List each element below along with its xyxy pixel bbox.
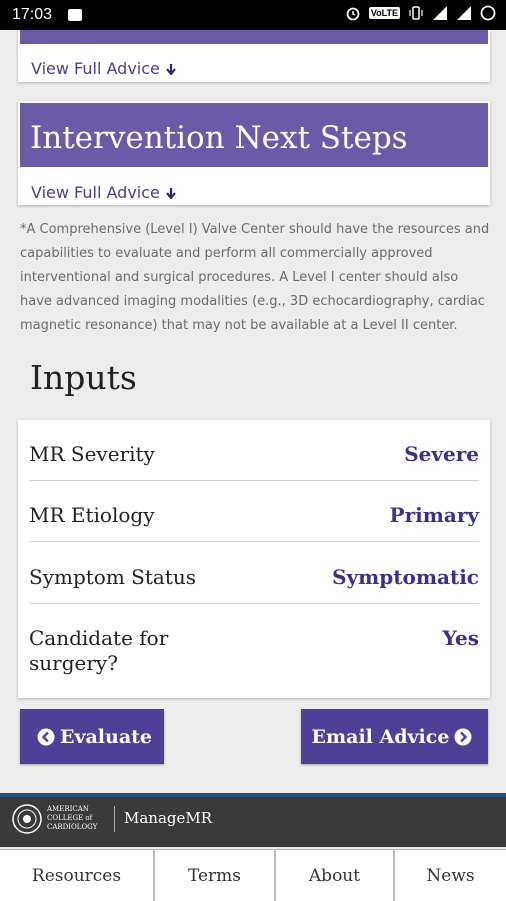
inputs-card	[18, 420, 490, 698]
status-icons	[345, 5, 496, 21]
email-advice-button[interactable]: Email Advice	[301, 709, 488, 764]
battery-icon	[480, 5, 496, 21]
arrow-down-icon	[166, 64, 176, 75]
tab-news[interactable]: News	[426, 865, 475, 886]
arrow-down-icon	[166, 188, 176, 199]
signal-icon	[432, 5, 448, 21]
alarm-icon	[345, 5, 361, 21]
inputs-heading: Inputs	[30, 358, 137, 397]
input-value: Severe	[404, 442, 479, 466]
input-label: MR Severity	[29, 442, 155, 466]
arrow-left-circle-icon	[37, 728, 55, 746]
tab-resources[interactable]: Resources	[0, 850, 155, 901]
tab-terms[interactable]: Terms	[155, 850, 276, 901]
signal-2-icon	[456, 5, 472, 21]
tab-about[interactable]: About	[276, 850, 395, 901]
view-full-advice-link-1[interactable]: View Full Advice	[31, 59, 176, 78]
bottom-nav	[0, 849, 506, 901]
acc-seal-logo	[12, 804, 42, 834]
input-row-mr-etiology	[29, 495, 479, 542]
image-notification-icon	[68, 9, 82, 21]
input-label: MR Etiology	[29, 503, 155, 527]
arrow-right-circle-icon	[454, 728, 472, 746]
input-value: Primary	[389, 503, 479, 527]
input-row-candidate-surgery	[29, 618, 479, 684]
valve-center-note: *A Comprehensive (Level I) Valve Center should have the resources and capabilities to evaluate and perform all commercially approved interventional and surgical procedures. A Level I center should also have advanced imaging modalities (e.g., 3D echocardiography, cardiac magnetic resonance) that may not be available at a Level II center.	[20, 222, 490, 333]
status-bar	[0, 0, 506, 30]
input-row-symptom-status	[29, 557, 479, 604]
footer-divider	[114, 806, 115, 832]
input-label: Candidate for surgery?	[29, 626, 169, 675]
acc-wordmark: AMERICAN COLLEGE of CARDIOLOGY	[47, 805, 98, 831]
input-value: Symptomatic	[332, 565, 479, 589]
input-row-mr-severity	[29, 434, 479, 481]
intervention-title: Intervention Next Steps	[30, 120, 408, 156]
evaluate-button[interactable]: Evaluate	[20, 709, 164, 764]
status-time: 17:03	[12, 6, 53, 23]
advice-card-top-header	[20, 30, 488, 44]
volte-badge: VoLTE	[370, 8, 398, 18]
app-name: ManageMR	[124, 809, 213, 827]
vibrate-icon	[408, 5, 424, 21]
view-full-advice-link-2[interactable]: View Full Advice	[31, 183, 176, 202]
input-label: Symptom Status	[29, 565, 197, 589]
input-value: Yes	[442, 626, 479, 650]
